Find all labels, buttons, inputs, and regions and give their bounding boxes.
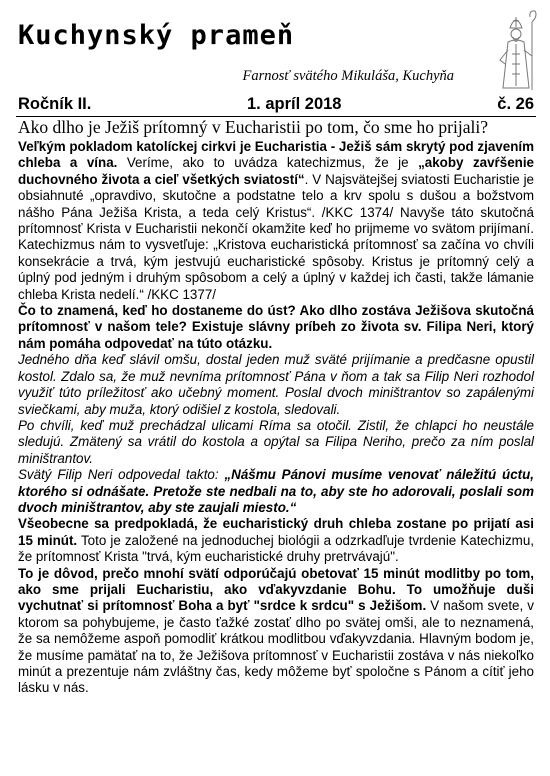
parish-name: Farnosť svätého Mikuláša, Kuchyňa <box>242 68 454 84</box>
paragraph-conclusion <box>18 566 534 697</box>
paragraph-intro <box>18 139 534 303</box>
conclusion-bold: To je dôvod, prečo mnohí svätí odporúčajú obetovať 15 minút modlitby po tom, ako sme prijali Eucharistiu, ako vďakyvzdanie Bohu. To umožňuje duši vychutnať si prítomnosť Boha a byť "srdce k srdcu" s Ježišom. <box>18 565 534 614</box>
intro-bold: Veľkým pokladom katolíckej cirkvi je Eucharistia - Ježiš sám skrytý pod zjavením chleba a vína. <box>18 139 534 171</box>
newsletter-title: Kuchynský prameň <box>18 20 295 51</box>
paragraph-story-1: Jedného dňa keď slávil omšu, dostal jeden muž sväté prijímanie a predčasne opustil kostol. Zdalo sa, že muž nevníma prítomnosť Pána v ňom a tak sa Filip Neri rozhodol využiť túto príležitosť ako učebný moment. Poslal dvoch miništrantov so zapálenými sviečkami, aby muža, ktorý odišiel z kostola, sledovali. <box>18 352 534 417</box>
intro-text-2: . V Najsvätejšej sviatosti Eucharistie je obsiahnuté „opravdivo, skutočne a podstatne telo a krv spolu s dušou a božstvom nášho Pána Ježiša Krista, a teda celý Kristus“. /KKC 1374/ Navyše táto skutočná prítomnosť Krista v Eucharistii nekončí okamžite keď ho prijmeme vo svätom prijímaní. Katechizmus nám to vysvetľuje: „Kristova eucharistická prítomnosť sa začína vo chvíli konsekrácie a trvá, kým jestvujú eucharistické spôsoby. Kristus je prítomný celý a úplný pod jedným i druhým spôsobom a celý a úplný v každej ich časti, takže lámanie chleba Krista nedelí.“ /KKC 1377/ <box>18 171 535 302</box>
issue-date: 1. apríl 2018 <box>247 95 342 113</box>
paragraph-question: Čo to znamená, keď ho dostaneme do úst? Ako dlho zostáva Ježišova skutočná prítomnosť v našom tele? Existuje slávny príbeh zo života sv. Filipa Neri, ktorý nám pomáha odpovedať na túto otázku. <box>18 303 534 351</box>
story-3-text: Svätý Filip Neri odpovedal takto: <box>18 467 225 483</box>
volume: Ročník II. <box>18 95 92 113</box>
paragraph-story-3 <box>18 467 534 516</box>
issue-number: č. 26 <box>497 95 534 113</box>
paragraph-fifteen-minutes <box>18 516 534 565</box>
paragraph-story-2: Po chvíli, keď muž prechádzal ulicami Ríma sa otočil. Zistil, že chlapci ho neustále sledujú. Zmätený sa vrátil do kostola a opýtal sa Filipa Neriho, prečo za ním poslal miništrantov. <box>18 417 534 466</box>
st-nicholas-bishop-icon <box>488 6 544 92</box>
conclusion-text: V našom svete, v ktorom sa pohybujeme, je často ťažké zostať dlho po svätej omši, ale to neznamená, že sa nemôžeme aspoň pomodliť krátkou modlitbou vďakyvzdania. Hlavným bodom je, že musíme pamätať na to, že Ježišova prítomnosť v Eucharistii zostáva v nás niekoľko minút a prezentuje nám zvláštny čas, kedy môžeme byť spoločne s Pánom a cítiť jeho lásku v nás. <box>18 598 534 696</box>
intro-text: Veríme, ako to uvádza katechizmus, že je <box>117 155 419 171</box>
fifteen-minutes-text: Toto je založené na jednoduchej biológii a odzrkadľuje tvrdenie Katechizmu, že prítomnosť Krista "trvá, kým eucharistické druhy pretrvávajú". <box>18 532 534 565</box>
article-body <box>18 139 534 697</box>
story-3-quote: „Nášmu Pánovi musíme venovať náležitú úctu, ktorého si odnášate. Pretože ste nedbali na to, aby ste ho adorovali, poslali som dvoch miništrantov, aby ste zaujali miesto.“ <box>18 467 535 515</box>
fifteen-minutes-bold: Všeobecne sa predpokladá, že eucharistický druh chleba zostane po prijatí asi 15 minút. <box>18 516 534 548</box>
intro-quote: „akoby zavŕšenie duchovného života a cieľ všetkých sviatostí“ <box>18 155 535 187</box>
article-headline: Ako dlho je Ježiš prítomný v Eucharistii po tom, čo sme ho prijali? <box>18 117 488 137</box>
issue-info <box>18 95 534 115</box>
